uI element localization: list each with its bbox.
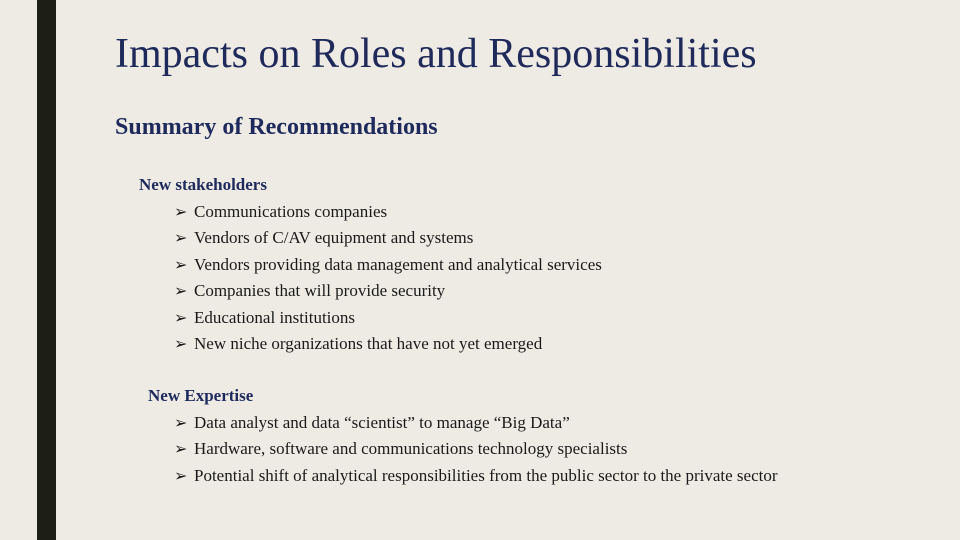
list-item: ➢ New niche organizations that have not yet emerged	[174, 333, 543, 353]
section-heading-stakeholders: New stakeholders	[139, 175, 267, 194]
arrowhead-bullet-icon: ➢	[174, 281, 188, 301]
section-heading-expertise: New Expertise	[148, 386, 254, 405]
arrowhead-bullet-icon: ➢	[174, 413, 188, 432]
arrowhead-bullet-icon: ➢	[174, 228, 188, 248]
accent-bar	[37, 0, 56, 540]
list-item: ➢ Potential shift of analytical responsibilities from the public sector to the private sector	[174, 465, 778, 485]
list-item: ➢ Educational institutions	[174, 307, 356, 327]
list-item: ➢ Communications companies	[174, 202, 388, 221]
slide-title: Impacts on Roles and Responsibilities	[115, 31, 757, 77]
list-item: ➢ Vendors of C/AV equipment and systems	[174, 228, 474, 248]
arrowhead-bullet-icon: ➢	[174, 465, 188, 485]
list-item: ➢ Data analyst and data “scientist” to manage “Big Data”	[174, 413, 570, 432]
list-item: ➢ Hardware, software and communications technology specialists	[174, 439, 628, 459]
list-item: ➢ Vendors providing data management and analytical services	[174, 254, 602, 274]
expertise-list	[174, 412, 854, 491]
slide-subtitle: Summary of Recommendations	[115, 114, 438, 140]
stakeholders-list	[174, 201, 854, 359]
arrowhead-bullet-icon: ➢	[174, 202, 188, 221]
arrowhead-bullet-icon: ➢	[174, 439, 188, 459]
arrowhead-bullet-icon: ➢	[174, 254, 188, 274]
arrowhead-bullet-icon: ➢	[174, 333, 188, 353]
arrowhead-bullet-icon: ➢	[174, 307, 188, 327]
list-item: ➢ Companies that will provide security	[174, 281, 446, 301]
